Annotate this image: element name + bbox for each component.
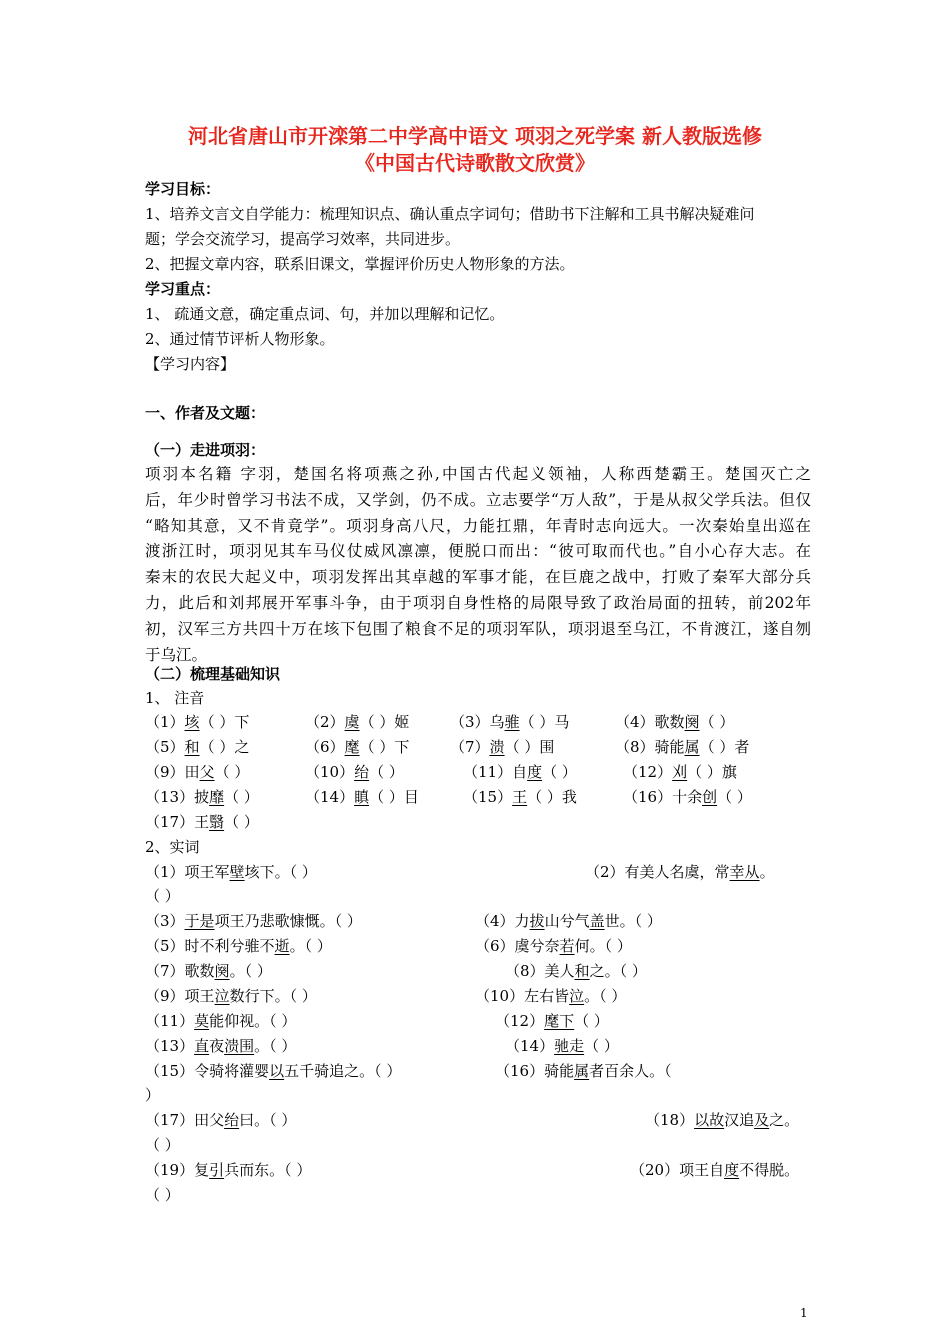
vocab-row: [145, 961, 805, 981]
pron-item: （4）歌数阕（ ）: [615, 713, 735, 731]
pron-item: （1）垓（ ）下: [145, 713, 250, 731]
vocab-row: [145, 986, 805, 1006]
vocab-item: （2）有美人名虞，常幸从。: [585, 863, 775, 881]
pronunciation-row: [145, 737, 805, 757]
pron-item: （6）麾（ ）下: [305, 738, 410, 756]
vocab-answer-paren: （ ）: [145, 1136, 180, 1154]
vocab-item: （16）骑能属者百余人。（: [495, 1062, 672, 1080]
goal-item-2: 2、把握文章内容，联系旧课文，掌握评价历史人物形象的方法。: [145, 255, 575, 273]
vocab-answer-paren: （ ）: [145, 887, 180, 905]
vocab-row: [145, 862, 805, 882]
vocab-item: （20）项王自度不得脱。: [630, 1161, 800, 1179]
vocab-row: [145, 911, 805, 931]
vocab-item: （7）歌数阕。（ ）: [145, 962, 272, 980]
bio-line: 渡浙江时，项羽见其车马仪仗威风凛凛，便脱口而出：“彼可取而代也。”自小心存大志。在: [145, 542, 811, 561]
pronunciation-row: [145, 762, 805, 782]
pron-item: （16）十余创（ ）: [623, 788, 752, 806]
vocab-item: （3）于是项王乃悲歌慷慨。（ ）: [145, 912, 362, 930]
vocab-item: （10）左右皆泣。（ ）: [475, 987, 627, 1005]
vocab-row: [145, 936, 805, 956]
goal-item-1a: 1、培养文言文自学能力：梳理知识点、确认重点字词句；借助书下注解和工具书解决疑难问: [145, 205, 755, 223]
pron-item: （14）瞋（ ）目: [305, 788, 419, 806]
pronunciation-row: [145, 787, 805, 807]
vocab-item: （11）莫能仰视。（ ）: [145, 1012, 297, 1030]
goal-item-1b: 题；学会交流学习，提高学习效率，共同进步。: [145, 230, 461, 248]
goals-heading: 学习目标：: [145, 180, 221, 198]
pron-item: （10）绐（ ）: [305, 763, 404, 781]
vocab-item: （4）力拔山兮气盖世。（ ）: [475, 912, 662, 930]
bio-line: 秦末的农民大起义中，项羽发挥出其卓越的军事才能，在巨鹿之战中，打败了秦军大部分兵: [145, 568, 811, 587]
vocab-row: [145, 886, 805, 906]
section1-heading: 一、作者及文题：: [145, 404, 266, 422]
vocab-item: （19）复引兵而东。（ ）: [145, 1161, 312, 1179]
biography-paragraph: [145, 462, 811, 668]
vocab-item: （14）驰走（ ）: [505, 1037, 619, 1055]
vocab-heading: 2、实词: [145, 838, 200, 856]
document-title-line2: 《中国古代诗歌散文欣赏》: [355, 151, 595, 175]
sub2-heading: （二）梳理基础知识: [145, 665, 281, 683]
vocab-answer-close: ）: [145, 1086, 161, 1104]
bio-line: 于乌江。: [145, 645, 208, 664]
vocab-row: [145, 1061, 805, 1081]
pron-item: （9）田父（ ）: [145, 763, 250, 781]
pronunciation-row: [145, 712, 805, 732]
vocab-item: （6）虞兮奈若何。（ ）: [475, 937, 632, 955]
pron-item: （13）披靡（ ）: [145, 788, 259, 806]
pronunciation-row: [145, 812, 805, 832]
vocab-answer-paren: （ ）: [145, 1186, 180, 1204]
pronunciation-heading: 1、 注音: [145, 689, 205, 707]
page-number: 1: [800, 1306, 808, 1320]
pron-item: （12）刈（ ）旗: [623, 763, 737, 781]
content-label: 【学习内容】: [145, 355, 236, 373]
vocab-item: （15）令骑将灌婴以五千骑追之。（ ）: [145, 1062, 402, 1080]
vocab-row: [145, 1135, 805, 1155]
vocab-row: [145, 1185, 805, 1205]
vocab-item: （17）田父绐曰。（ ）: [145, 1111, 297, 1129]
bio-line: 力，此后和刘邦展开军事斗争，由于项羽自身性格的局限导致了政治局面的扭转，前202年: [145, 593, 811, 612]
focus-item-1: 1、 疏通文意，确定重点词、句，并加以理解和记忆。: [145, 305, 505, 323]
bio-line: 项羽本名籍 字羽，楚国名将项燕之孙,中国古代起义领袖，人称西楚霸王。楚国灭亡之: [145, 465, 811, 483]
focus-heading: 学习重点：: [145, 280, 221, 298]
document-title-line1: 河北省唐山市开滦第二中学高中语文 项羽之死学案 新人教版选修: [188, 124, 762, 148]
pron-item: （2）虞（ ）姬: [305, 713, 410, 731]
bio-line: 初，汉军三方共四十万在垓下包围了粮食不足的项羽军队，项羽退至乌江，不肯渡江，遂自刎: [145, 619, 811, 638]
vocab-item: （1）项王军壁垓下。（ ）: [145, 863, 317, 881]
vocab-item: （13）直夜溃围。（ ）: [145, 1037, 297, 1055]
vocab-item: （5）时不利兮骓不逝。（ ）: [145, 937, 332, 955]
focus-item-2: 2、通过情节评析人物形象。: [145, 330, 335, 348]
pron-item: （11）自度（ ）: [463, 763, 577, 781]
vocab-item: （8）美人和之。（ ）: [505, 962, 647, 980]
sub1-heading: （一）走进项羽：: [145, 441, 266, 459]
pron-item: （5）和（ ）之: [145, 738, 250, 756]
bio-line: “略知其意，又不肯竟学”。项羽身高八尺，力能扛鼎，年青时志向远大。一次秦始皇出巡在: [145, 516, 811, 535]
vocab-row: [145, 1160, 805, 1180]
vocab-item: （12）麾下（ ）: [495, 1012, 609, 1030]
vocab-row: [145, 1011, 805, 1031]
pron-item: （15）王（ ）我: [463, 788, 577, 806]
vocab-item: （9）项王泣数行下。（ ）: [145, 987, 317, 1005]
vocab-row: [145, 1036, 805, 1056]
pron-item: （8）骑能属（ ）者: [615, 738, 750, 756]
vocab-row: [145, 1110, 805, 1130]
pron-item: （7）溃（ ）围: [450, 738, 555, 756]
vocab-item: （18）以故汉追及之。: [645, 1111, 800, 1129]
vocab-row: [145, 1085, 805, 1105]
pron-item: （17）王翳（ ）: [145, 813, 259, 831]
pron-item: （3）乌骓（ ）马: [450, 713, 570, 731]
bio-line: 后，年少时曾学习书法不成，又学剑，仍不成。立志要学“万人敌”，于是从叔父学兵法。但仅: [145, 490, 811, 509]
